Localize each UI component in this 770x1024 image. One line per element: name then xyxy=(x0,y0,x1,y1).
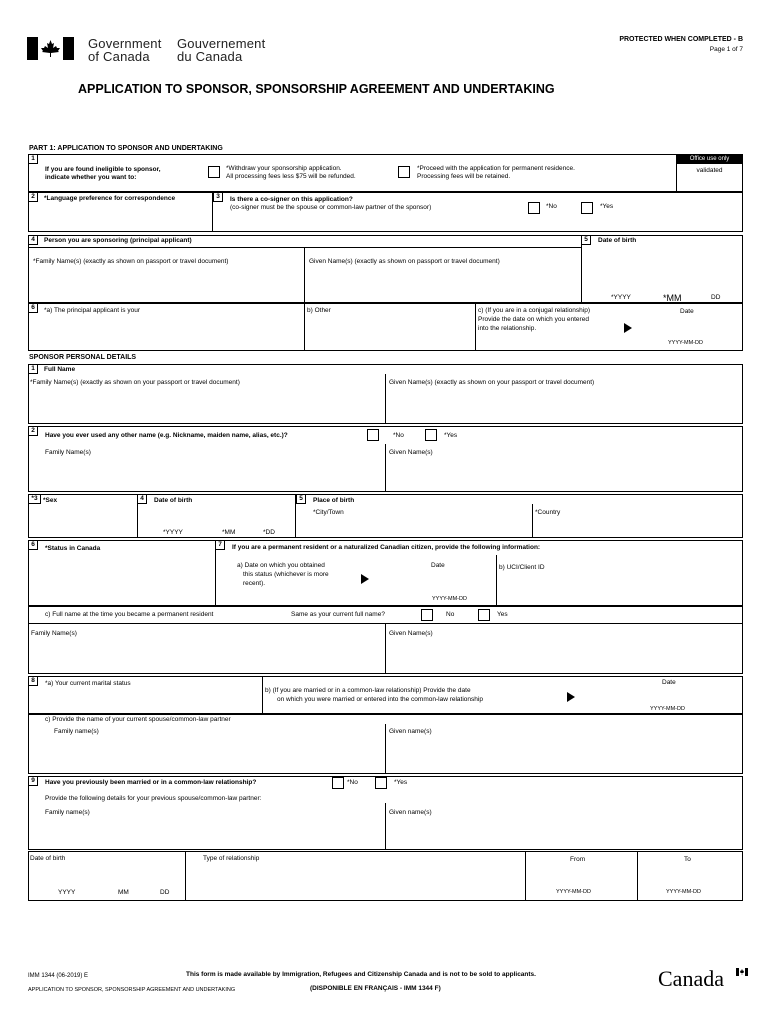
status-label: *Status in Canada xyxy=(45,545,101,552)
applicant-family-name-label: *Family Name(s) (exactly as shown on passport or travel document) xyxy=(33,258,229,265)
relationship-type-label: Type of relationship xyxy=(203,855,260,862)
from-date-input[interactable] xyxy=(527,866,635,886)
to-date-format: YYYY-MM-DD xyxy=(666,889,701,895)
uci-input[interactable] xyxy=(497,575,742,604)
previous-dob-dd: DD xyxy=(160,889,170,896)
previous-family-name-label: Family name(s) xyxy=(45,809,90,816)
previous-dob-mm: MM xyxy=(118,889,129,896)
dob-yyyy-label: *YYYY xyxy=(611,294,631,301)
sponsor-f1-number: 1 xyxy=(28,364,38,374)
same-name-no-checkbox[interactable] xyxy=(421,609,433,621)
other-name-yes-checkbox[interactable] xyxy=(425,429,437,441)
country-label: *Country xyxy=(535,509,561,516)
status-select[interactable] xyxy=(30,556,212,604)
pr-date-label: Date xyxy=(431,562,445,569)
page-number: Page 1 of 7 xyxy=(709,46,743,53)
sponsor-f2-number: 2 xyxy=(28,426,38,436)
sponsor-f9-number: 9 xyxy=(28,776,38,786)
previous-no-checkbox[interactable] xyxy=(332,777,344,789)
marriage-date-text-1: b) (If you are married or in a common-law relationship) Provide the date xyxy=(265,687,471,694)
footer-french: (DISPONIBLE EN FRANÇAIS - IMM 1344 F) xyxy=(310,985,441,992)
withdraw-text-1: *Withdraw your sponsorship application. xyxy=(226,165,342,172)
dob-mm-label: *MM xyxy=(663,293,682,303)
withdraw-checkbox[interactable] xyxy=(208,166,220,178)
same-name-yes-label: Yes xyxy=(497,611,508,618)
section1-number: 1 xyxy=(28,154,38,164)
other-given-name-input[interactable] xyxy=(386,460,742,490)
marriage-date-format: YYYY-MM-DD xyxy=(650,706,685,712)
previous-given-name-label: Given name(s) xyxy=(389,809,432,816)
other-relationship-label: b) Other xyxy=(307,307,331,314)
marriage-date-text-2: on which you were married or entered into the common-law relationship xyxy=(277,696,483,703)
same-name-no-label: No xyxy=(446,611,455,618)
sponsor-family-name-input[interactable] xyxy=(29,390,383,423)
form-id: IMM 1344 (06-2019) E xyxy=(28,973,89,979)
sponsor-f7-number: 7 xyxy=(215,540,225,550)
conjugal-text-3: into the relationship. xyxy=(478,325,537,332)
applicant-given-name-input[interactable] xyxy=(305,268,580,302)
conjugal-date-format: YYYY-MM-DD xyxy=(668,340,703,346)
pr-fullname-label: c) Full name at the time you became a permanent resident xyxy=(45,611,214,618)
full-name-title: Full Name xyxy=(44,366,76,373)
sponsor-dob-dd: *DD xyxy=(263,529,275,536)
pr-family-name-label: Family Name(s) xyxy=(31,630,77,637)
validated-label: validated xyxy=(696,167,723,174)
pr-date-text-2: this status (whichever is more xyxy=(243,571,329,578)
other-family-name-label: Family Name(s) xyxy=(45,449,91,456)
pr-date-format: YYYY-MM-DD xyxy=(432,596,467,602)
canada-wordmark xyxy=(658,966,748,994)
previous-dob-yyyy: YYYY xyxy=(58,889,76,896)
sponsor-f3-number: *3 xyxy=(28,494,41,504)
previous-yes-label: *Yes xyxy=(394,779,408,786)
gov-en-line2: of Canada xyxy=(88,49,150,64)
principal-relationship-select[interactable] xyxy=(30,318,302,348)
previous-family-name-input[interactable] xyxy=(30,820,382,848)
sponsor-dob-mm: *MM xyxy=(222,529,236,536)
sponsor-f8-number: 8 xyxy=(28,676,38,686)
previous-yes-checkbox[interactable] xyxy=(375,777,387,789)
wordmark-flag-icon xyxy=(736,968,748,976)
section2-number: 2 xyxy=(28,192,38,202)
sponsor-family-name-label: *Family Name(s) (exactly as shown on your passport or travel document) xyxy=(30,379,240,386)
footer-notice: This form is made available by Immigration, Refugees and Citizenship Canada and is not to be sold to applicants. xyxy=(186,971,536,978)
spouse-given-name-label: Given name(s) xyxy=(389,728,432,735)
city-input[interactable] xyxy=(297,519,530,537)
section4-number: 4 xyxy=(28,235,38,245)
conjugal-date-label: Date xyxy=(680,308,694,315)
section6-number: 6 xyxy=(28,303,38,313)
principal-applicant-label: Person you are sponsoring (principal applicant) xyxy=(44,237,192,244)
previous-details-instruction: Provide the following details for your previous spouse/common-law partner: xyxy=(45,795,262,802)
pr-date-text-3: recent). xyxy=(243,580,266,587)
previous-relationship-question: Have you previously been married or in a common-law relationship? xyxy=(45,779,257,786)
marriage-date-input[interactable] xyxy=(600,689,740,705)
other-name-no-label: *No xyxy=(393,432,404,439)
spouse-given-name-input[interactable] xyxy=(386,740,742,772)
sponsor-given-name-label: Given Name(s) (exactly as shown on your passport or travel document) xyxy=(389,379,595,386)
footer-form-title: APPLICATION TO SPONSOR, SPONSORSHIP AGREEMENT AND UNDERTAKING xyxy=(28,987,236,993)
arrow-right-icon xyxy=(624,323,632,333)
relationship-type-select[interactable] xyxy=(187,866,523,899)
sponsor-given-name-input[interactable] xyxy=(386,390,742,423)
applicant-dob-input[interactable] xyxy=(582,248,742,292)
language-label: *Language preference for correspondence xyxy=(44,195,176,202)
arrow-right-icon xyxy=(567,692,575,702)
applicant-given-name-label: Given Name(s) (exactly as shown on passport or travel document) xyxy=(309,258,500,265)
canada-flag-icon xyxy=(27,37,74,60)
cosigner-no-checkbox[interactable] xyxy=(528,202,540,214)
previous-given-name-input[interactable] xyxy=(386,820,742,848)
proceed-text-1: *Proceed with the application for permanent residence. xyxy=(417,165,575,172)
gov-fr-line1: Gouvernement xyxy=(177,36,266,51)
marital-status-label: *a) Your current marital status xyxy=(45,680,131,687)
page-title: APPLICATION TO SPONSOR, SPONSORSHIP AGREEMENT AND UNDERTAKING xyxy=(78,82,555,96)
pr-given-name-input[interactable] xyxy=(386,641,742,672)
other-name-yes-label: *Yes xyxy=(444,432,458,439)
cosigner-no-label: *No xyxy=(546,203,557,210)
arrow-right-icon xyxy=(361,574,369,584)
country-select[interactable] xyxy=(533,519,742,537)
cosigner-yes-checkbox[interactable] xyxy=(581,202,593,214)
previous-dob-label: Date of birth xyxy=(30,855,66,862)
conjugal-text-1: c) (If you are in a conjugal relationship) xyxy=(478,307,591,314)
city-label: *City/Town xyxy=(313,509,344,516)
section5-number: 5 xyxy=(581,235,591,245)
spouse-name-instruction: c) Provide the name of your current spouse/common-law partner xyxy=(45,716,231,723)
to-date-input[interactable] xyxy=(639,866,741,886)
pr-date-text-1: a) Date on which you obtained xyxy=(237,562,325,569)
sponsor-dob-yyyy: *YYYY xyxy=(163,529,183,536)
other-name-no-checkbox[interactable] xyxy=(367,429,379,441)
applicant-dob-label: Date of birth xyxy=(598,237,637,244)
spouse-family-name-input[interactable] xyxy=(30,740,382,772)
protected-label: PROTECTED WHEN COMPLETED - B xyxy=(619,36,743,43)
sponsor-dob-input[interactable] xyxy=(139,508,293,528)
proceed-checkbox[interactable] xyxy=(398,166,410,178)
spouse-family-name-label: Family name(s) xyxy=(54,728,99,735)
place-of-birth-label: Place of birth xyxy=(313,497,355,504)
cosigner-label: Is there a co-signer on this application? xyxy=(230,196,353,203)
applicant-family-name-input[interactable] xyxy=(29,268,303,302)
from-date-format: YYYY-MM-DD xyxy=(556,889,591,895)
marital-status-select[interactable] xyxy=(30,690,260,712)
conjugal-date-input[interactable] xyxy=(640,318,740,338)
cosigner-yes-label: *Yes xyxy=(600,203,614,210)
sex-label: *Sex xyxy=(43,497,58,504)
other-family-name-input[interactable] xyxy=(30,460,382,490)
other-given-name-label: Given Name(s) xyxy=(389,449,433,456)
sponsor-heading: SPONSOR PERSONAL DETAILS xyxy=(29,354,137,361)
gov-en-line1: Government xyxy=(88,36,162,51)
proceed-text-2: Processing fees will be retained. xyxy=(417,173,511,180)
pr-info-label: If you are a permanent resident or a naturalized Canadian citizen, provide the following information: xyxy=(232,544,541,551)
other-name-question: Have you ever used any other name (e.g. Nickname, maiden name, alias, etc.)? xyxy=(45,432,288,439)
pr-family-name-input[interactable] xyxy=(30,641,382,672)
s1-text-2: indicate whether you want to: xyxy=(45,174,137,181)
canada-wordmark-text: Canada xyxy=(658,966,724,991)
sex-select[interactable] xyxy=(30,508,134,536)
sponsor-dob-label: Date of birth xyxy=(154,497,193,504)
conjugal-text-2: Provide the date on which you entered xyxy=(478,316,589,323)
marriage-date-label: Date xyxy=(662,679,676,686)
sponsor-f6-number: 6 xyxy=(28,540,38,550)
same-name-question: Same as your current full name? xyxy=(291,611,385,618)
sponsor-f4-number: 4 xyxy=(137,494,147,504)
pr-date-input[interactable] xyxy=(380,572,495,594)
dob-dd-label: DD xyxy=(711,294,721,301)
same-name-yes-checkbox[interactable] xyxy=(478,609,490,621)
cosigner-note: (co-signer must be the spouse or common-law partner of the sponsor) xyxy=(230,204,432,211)
previous-dob-input[interactable] xyxy=(30,866,182,886)
office-use-header: Office use only xyxy=(677,155,742,164)
pr-given-name-label: Given Name(s) xyxy=(389,630,433,637)
section3-number: 3 xyxy=(213,192,223,202)
other-relationship-input[interactable] xyxy=(306,318,474,348)
withdraw-text-2: All processing fees less $75 will be refunded. xyxy=(226,173,356,180)
s1-text-1: If you are found ineligible to sponsor, xyxy=(45,166,161,173)
principal-relationship-label: *a) The principal applicant is your xyxy=(44,307,140,314)
previous-no-label: *No xyxy=(347,779,358,786)
to-label: To xyxy=(684,856,691,863)
uci-label: b) UCI/Client ID xyxy=(499,564,545,571)
part1-heading: PART 1: APPLICATION TO SPONSOR AND UNDERTAKING xyxy=(29,145,223,152)
from-label: From xyxy=(570,856,586,863)
gov-fr-line2: du Canada xyxy=(177,49,243,64)
sponsor-f5-number: 5 xyxy=(296,494,306,504)
